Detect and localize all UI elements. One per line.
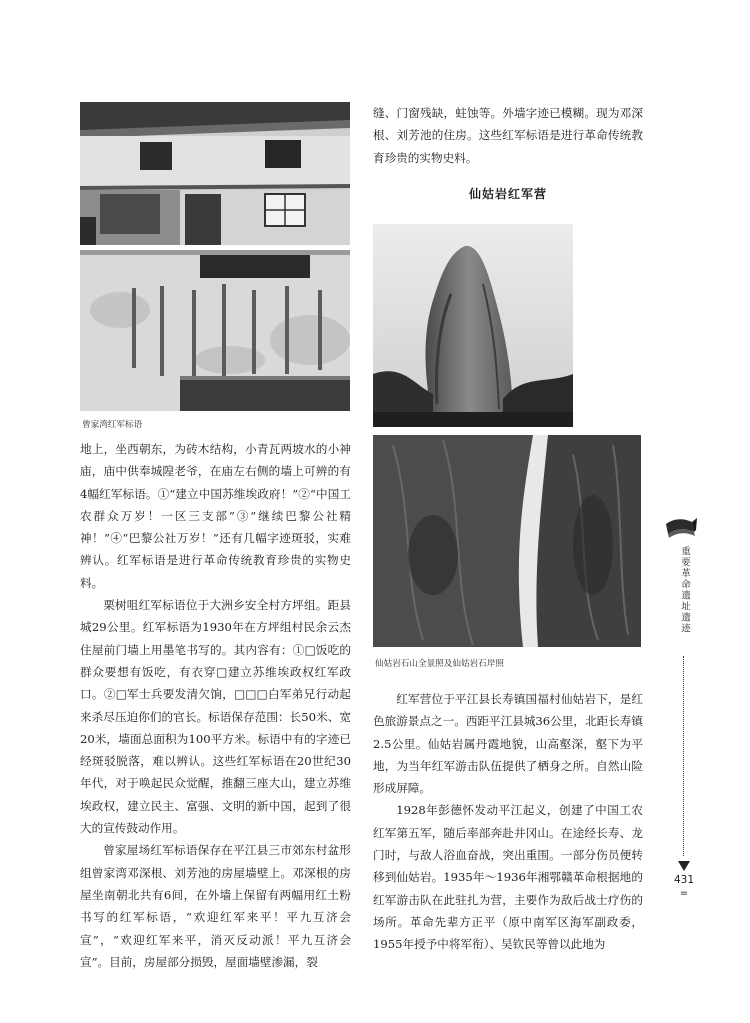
paragraph: 栗树咀红军标语位于大洲乡安全村方坪组。距县城29公里。红军标语为1930年在方坪组村民余云杰住屋前门墙上用墨笔书写的。其内容有：①□饭吃的群众要想有饭吃，有衣穿□建立苏维埃政权红军政口。②□军士兵要发清欠饷，□□□白军弟兄行动起来杀尽压迫你们的官长。标语保存范围：长50米、宽20米，墙面总面积为100平方米。标语中有的字迹已经斑驳脱落，难以辨认。这些红军标语在20世纪30年代，对于唤起民众觉醒，推翻三座大山，建立苏维埃政权，建立民主、富强、文明的新中国，起到了很大的宣传鼓动作用。 — [80, 598, 351, 836]
rock-pillar-photo — [373, 224, 573, 427]
paragraph: 1928年彭德怀发动平江起义，创建了中国工农红军第五军，随后率部奔赴井冈山。在途经长寿、龙门时，与敌人浴血奋战，突出重围。一部分伤员便转移到仙姑岩。1935年～1936年湘鄂赣革命根据地的红军游击队在此驻扎为营，主要作为敌后战士疗伤的场所。革命先辈方正平（原中南军区海军副政委，1955年授予中将军衔）、吴钦民等曾以此地为 — [373, 803, 643, 952]
page-mark: = — [679, 888, 689, 899]
section-title: 仙姑岩红军营 — [468, 187, 547, 201]
right-column-top-text — [373, 102, 643, 169]
slogan-wall-photo — [80, 250, 350, 411]
cliff-canyon-photo — [373, 435, 641, 647]
sidebar-arrow-icon — [678, 856, 690, 875]
paragraph: 地上，坐西朝东，为砖木结构，小青瓦两坡水的小神庙，庙中供奉城隍老爷，在庙左右侧的墙上可辨的有4幅红军标语。①“建立中国苏维埃政府！”②“中国工农群众万岁！一区三支部”③“继续巴黎公社精神！”④“巴黎公社万岁！”还有几幅字迹斑驳，实难辨认。红军标语是进行革命传统教育珍贵的实物史料。 — [80, 442, 351, 590]
paragraph: 曾家屋场红军标语保存在平江县三市郊东村盆形组曾家湾邓深根、刘芳池的房屋墙壁上。邓深根的房屋坐南朝北共有6间，在外墙上保留有两幅用红土粉书写的红军标语，“欢迎红军来平！平九互济会宣”，“欢迎红军来平，消灭反动派！平九互济会宣”。目前，房屋部分损毁，屋面墙壁渗漏，裂 — [80, 843, 351, 969]
right-photo-caption: 仙姑岩石山全景照及仙姑岩石岸照 — [375, 659, 504, 669]
house-photo — [80, 102, 350, 245]
left-column-text — [80, 438, 351, 973]
page-number: 431 — [673, 874, 695, 886]
paragraph: 缝、门窗残缺，蛀蚀等。外墙字迹已模糊。现为邓深根、刘芳池的住房。这些红军标语是进行革命传统教育珍贵的实物史料。 — [373, 106, 643, 165]
paragraph: 红军营位于平江县长寿镇国福村仙姑岩下，是红色旅游景点之一。西距平江县城36公里，北距长寿镇2.5公里。仙姑岩属丹霞地貌，山高壑深，壑下为平地，为当年红军游击队伍提供了栖身之所。自然山险形成屏障。 — [373, 692, 643, 796]
right-column-text — [373, 688, 643, 956]
sidebar-dotted-line — [683, 656, 684, 856]
sidebar-label: 重要革命遗址遗迹 — [679, 546, 690, 634]
left-photo-caption: 曾家湾红军标语 — [82, 420, 143, 430]
sidebar-book-icon — [664, 514, 698, 542]
